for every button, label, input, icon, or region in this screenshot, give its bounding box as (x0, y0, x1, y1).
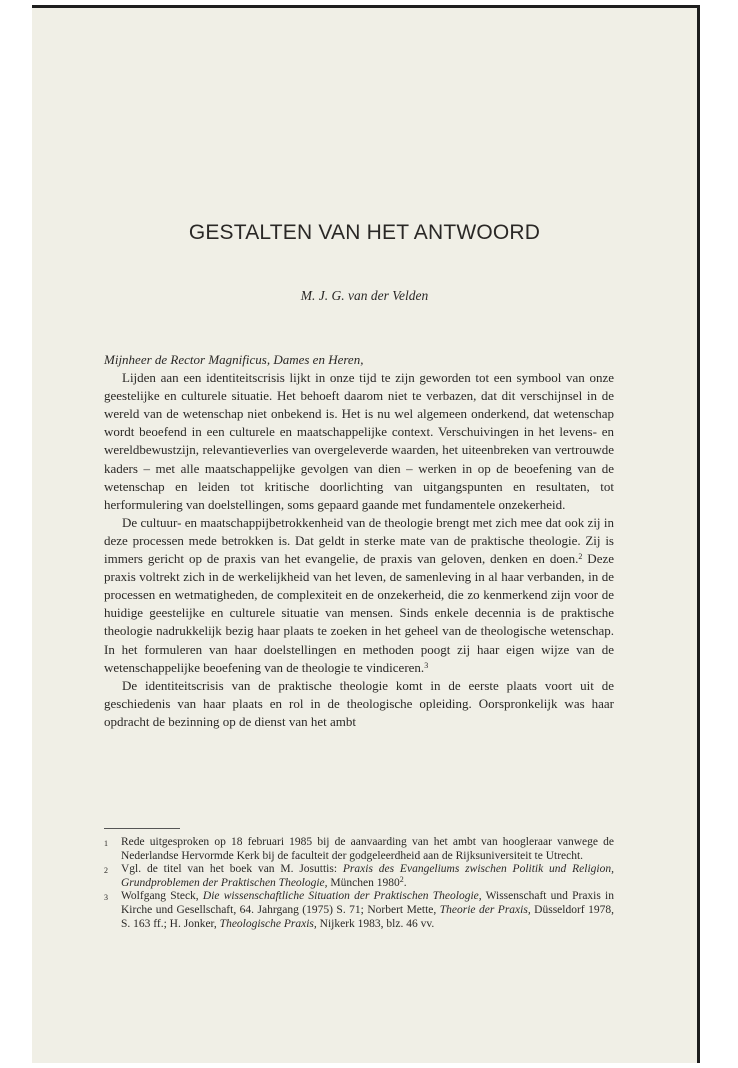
paragraph-1: Lijden aan een identiteitscrisis lijkt in onze tijd te zijn geworden tot een symbool van onze geestelijke en culturele situatie. Het behoeft daarom niet te verbazen, dat dit verschijnsel in de wereld van de wetenschap niet onbekend is. Het is nu wel algemeen onderkend, dat wetenschap wordt beoefend in een culturele en maatschappelijke context. Verschuivingen in het levens- en wereldbewustzijn, relevantieverlies van overgeleverde waarden, het uiteenbreken van vertrouwde kaders – met alle maatschappelijke gevolgen van dien – werken in op de beoefening van de wetenschap en leiden tot kritische doorlichting van uitgangspunten en resultaten, tot herformulering van doelstellingen, soms gepaard gaande met fundamentele onzekerheid. (104, 370, 614, 512)
footnote-divider (104, 828, 180, 829)
paragraph-2: De cultuur- en maatschappijbetrokkenheid van de theologie brengt met zich mee dat ook zij in deze processen mede betrokken is. Dat geldt in sterke mate van de praktische theologie. Zij is immers gericht op de praxis van het evangelie, de praxis van geloven, denken en doen.$^2$ Deze praxis voltrekt zich in de werkelijkheid van het leven, de samenleving in al haar verbanden, in de processen en wetmatigheden, de complexiteit en de onzekerheid, die zo kenmerkend zijn voor de huidige geestelijke en culturele situatie van mensen. Sinds enkele decennia is de praktische theologie nadrukkelijk bezig haar plaats te zoeken in het geheel van de theologische wetenschap. In het formuleren van haar doelstellingen en methoden poogt zij haar eigen wijze van de wetenschappelijke beoefening van de theologie te vindiceren.$^3$ (104, 514, 615, 675)
footnotes (104, 836, 614, 931)
footnote-text: Rede uitgesproken op 18 februari 1985 bij de aanvaarding van het ambt van hoogleraar vanwege de Nederlandse Hervormde Kerk bij de faculteit der godgeleerdheid aan de Rijksuniversiteit te Utrecht. (121, 836, 614, 862)
footnote-ref-3[interactable]: 3 (424, 660, 429, 670)
footnote-number: 3 (104, 893, 108, 903)
article-body (104, 351, 614, 731)
page (32, 5, 700, 1063)
author-name: M. J. G. van der Velden (300, 288, 429, 303)
salutation: Mijnheer de Rector Magnificus, Dames en Heren, (104, 352, 364, 367)
footnote-2 (104, 863, 614, 890)
article-title: GESTALTEN VAN HET ANTWOORD (188, 221, 541, 244)
paragraph-3: De identiteitscrisis van de praktische theologie komt in de eerste plaats voort uit de geschiedenis van haar plaats en rol in de theologische opleiding. Oorspronkelijk was haar opdracht de bezinning op de dienst van het ambt (104, 677, 614, 729)
footnote-text: Vgl. de titel van het boek van M. Josuttis: Praxis des Evangeliums zwischen Politik und Religion, Grundproblemen der Praktischen Theologie, München 1980$^2$. (121, 863, 614, 889)
footnote-number: 1 (104, 839, 108, 848)
footnote-1 (104, 836, 614, 863)
footnote-number: 2 (104, 866, 108, 876)
footnote-text: Wolfgang Steck, Die wissenschaftliche Situation der Praktischen Theologie, Wissenschaft und Praxis in Kirche und Gesellschaft, 64. Jahrgang (1975) S. 71; Norbert Mette, Theorie der Praxis, Düsseldorf 1978, S. 163 ff.; H. Jonker, Theologische Praxis, Nijkerk 1983, blz. 46 vv. (121, 890, 614, 930)
footnote-3 (104, 890, 614, 931)
footnote-ref-2[interactable]: 2 (578, 552, 583, 562)
